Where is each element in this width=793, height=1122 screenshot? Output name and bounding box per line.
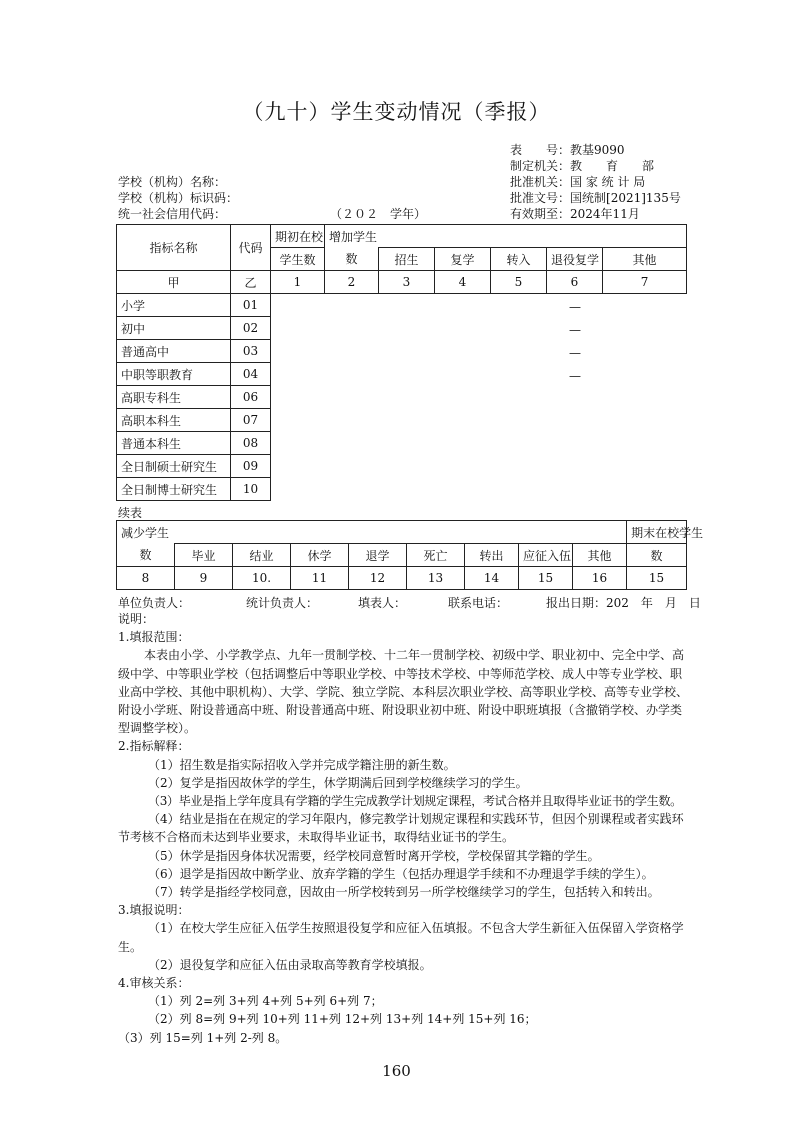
school-year: （２０２ 学年）: [330, 207, 427, 221]
index-cell: 10.: [233, 567, 291, 590]
index-cell: 15: [627, 567, 687, 590]
definition-item: （6）退学是指因故中断学业、放弃学籍的学生（包括办理退学手续和不办理退学手续的学生）。: [148, 866, 654, 881]
row-code: 10: [231, 478, 271, 501]
header-enroll: 招生: [379, 248, 435, 271]
index-cell: 7: [603, 271, 687, 294]
header-decrease-1: 减少学生: [117, 521, 627, 544]
header-increase-2: 数: [325, 248, 379, 271]
header-indicator: 指标名称: [117, 225, 231, 271]
header-other: 其他: [573, 544, 627, 567]
header-enlist: 应征入伍: [519, 544, 573, 567]
scope-paragraph: 本表由小学、小学教学点、九年一贯制学校、十二年一贯制学校、初级中学、职业初中、完全中学、高级中学、中等职业学校（包括调整后中等职业学校、中等技术学校、中等师范学校、成人中等专业学校、职业高中学校、其他中职机构）、大学、学院、独立学院、本科层次职业学校、高等职业学校、高等专业学校、附设小学班、附设普通高中班、附设普通高中班、附设职业初中班、附设中职班填报（含撤销学校、办学类型调整学校）。: [118, 648, 689, 736]
header-row-1: [117, 225, 687, 248]
header-veteran: 退役复学: [547, 248, 603, 271]
section-title: 1.填报范围：: [118, 630, 190, 645]
unit-head-label: 单位负责人：: [118, 596, 191, 610]
row-indicator: 中职等职教育: [117, 363, 231, 386]
header-graduate: 毕业: [175, 544, 233, 567]
meta-form-number: 表 号：教基9090: [510, 143, 625, 157]
filling-item: （1）在校大学生应征入伍学生按照退役复学和应征入伍填报。不包含大学生新征入伍保留入学资格学生。: [118, 921, 684, 954]
cont-header-row-2: [117, 544, 687, 567]
row-code: 09: [231, 455, 271, 478]
index-cell: 14: [465, 567, 519, 590]
audit-item: （1）列 2=列 3+列 4+列 5+列 6+列 7；: [148, 994, 383, 1009]
instructions: [118, 610, 688, 1047]
school-code-label: 学校（机构）标识码：: [118, 191, 239, 205]
row-indicator: 全日制博士研究生: [117, 478, 231, 501]
header-resume: 复学: [435, 248, 491, 271]
definition-item: （4）结业是指在在规定的学习年限内，修完教学计划规定课程和实践环节，但因个别课程或者实践环节考核不合格而未达到毕业要求，未取得毕业证书，取得结业证书的学生。: [118, 812, 684, 845]
index-cell: 乙: [231, 271, 271, 294]
change-table-main: [116, 224, 687, 501]
row-indicator: 普通本科生: [117, 432, 231, 455]
row-code: 07: [231, 409, 271, 432]
dash-mark: —: [569, 369, 581, 383]
index-cell: 甲: [117, 271, 231, 294]
index-cell: 6: [547, 271, 603, 294]
row-code: 02: [231, 317, 271, 340]
veteran-dash-column: [545, 296, 605, 388]
header-start-2: 学生数: [271, 248, 325, 271]
definition-item: （1）招生数是指实际招收入学并完成学籍注册的新生数。: [148, 757, 456, 772]
index-cell: 5: [491, 271, 547, 294]
row-code: 04: [231, 363, 271, 386]
definition-item: （2）复学是指因故休学的学生，休学期满后回到学校继续学习的学生。: [148, 775, 528, 790]
row-indicator: 初中: [117, 317, 231, 340]
form-meta-right: [510, 142, 681, 222]
row-indicator: 小学: [117, 294, 231, 317]
dash-mark: —: [569, 300, 581, 314]
row-indicator: 高职本科生: [117, 409, 231, 432]
header-increase-1: 增加学生: [325, 225, 687, 248]
row-code: 06: [231, 386, 271, 409]
dash-mark: —: [569, 346, 581, 360]
index-row: [117, 271, 687, 294]
index-cell: 12: [349, 567, 407, 590]
index-cell: 11: [291, 567, 349, 590]
credit-code-label: 统一社会信用代码：: [118, 207, 227, 221]
header-completion: 结业: [233, 544, 291, 567]
dash-mark: —: [569, 323, 581, 337]
stat-head-label: 统计负责人：: [246, 596, 319, 610]
cont-header-row-1: [117, 521, 687, 544]
index-cell: 3: [379, 271, 435, 294]
header-transfer-in: 转入: [491, 248, 547, 271]
row-indicator: 高职专科生: [117, 386, 231, 409]
index-cell: 4: [435, 271, 491, 294]
header-end-1: 期末在校学生: [627, 521, 687, 544]
definition-item: （3）毕业是指上学年度具有学籍的学生完成教学计划规定课程，考试合格并且取得毕业证书的学生数。: [148, 794, 682, 809]
continued-label: 续表: [118, 506, 143, 520]
index-cell: 1: [271, 271, 325, 294]
notes-heading: 说明：: [118, 612, 155, 626]
table-row: [117, 294, 687, 317]
meta-issuer: 制定机关：教 育 部: [510, 159, 655, 173]
meta-approver: 批准机关：国 家 统 计 局: [510, 175, 646, 189]
header-suspend: 休学: [291, 544, 349, 567]
index-cell: 8: [117, 567, 175, 590]
row-indicator: 全日制硕士研究生: [117, 455, 231, 478]
audit-item: （2）列 8=列 9+列 10+列 11+列 12+列 13+列 14+列 15+列 16；: [148, 1012, 537, 1027]
section-title: 3.填报说明：: [118, 903, 190, 918]
index-cell: 15: [519, 567, 573, 590]
meta-valid-until: 有效期至：2024年11月: [510, 207, 640, 221]
report-date-label: 报出日期：202 年 月 日: [546, 596, 701, 610]
data-area: [271, 294, 687, 501]
row-code: 01: [231, 294, 271, 317]
page-title: （九十）学生变动情况（季报）: [242, 100, 551, 124]
row-indicator: 普通高中: [117, 340, 231, 363]
index-cell: 9: [175, 567, 233, 590]
section-title: 4.审核关系：: [118, 976, 190, 991]
filling-item: （2）退役复学和应征入伍由录取高等教育学校填报。: [148, 957, 432, 972]
phone-label: 联系电话：: [448, 596, 509, 610]
change-table-continued: [116, 520, 704, 590]
filler-label: 填表人：: [358, 596, 407, 610]
row-code: 08: [231, 432, 271, 455]
header-dropout: 退学: [349, 544, 407, 567]
index-cell: 13: [407, 567, 465, 590]
header-decrease-2: 数: [117, 544, 175, 567]
row-code: 03: [231, 340, 271, 363]
header-code: 代码: [231, 225, 271, 271]
page-number: 160: [382, 1062, 411, 1080]
index-cell: 2: [325, 271, 379, 294]
header-death: 死亡: [407, 544, 465, 567]
header-transfer-out: 转出: [465, 544, 519, 567]
section-title: 2.指标解释：: [118, 739, 190, 754]
header-start-1: 期初在校: [271, 225, 325, 248]
audit-item: （3）列 15=列 1+列 2-列 8。: [118, 1030, 288, 1045]
definition-item: （7）转学是指经学校同意，因故由一所学校转到另一所学校继续学习的学生，包括转入和转出。: [148, 885, 660, 900]
definition-item: （5）休学是指因身体状况需要，经学校同意暂时离开学校，学校保留其学籍的学生。: [148, 848, 600, 863]
header-other: 其他: [603, 248, 687, 271]
meta-approval-number: 批准文号：国统制[2021]135号: [510, 191, 681, 205]
index-cell: 16: [573, 567, 627, 590]
header-end-2: 数: [627, 544, 687, 567]
school-name-label: 学校（机构）名称：: [118, 175, 227, 189]
cont-index-row: [117, 567, 687, 590]
